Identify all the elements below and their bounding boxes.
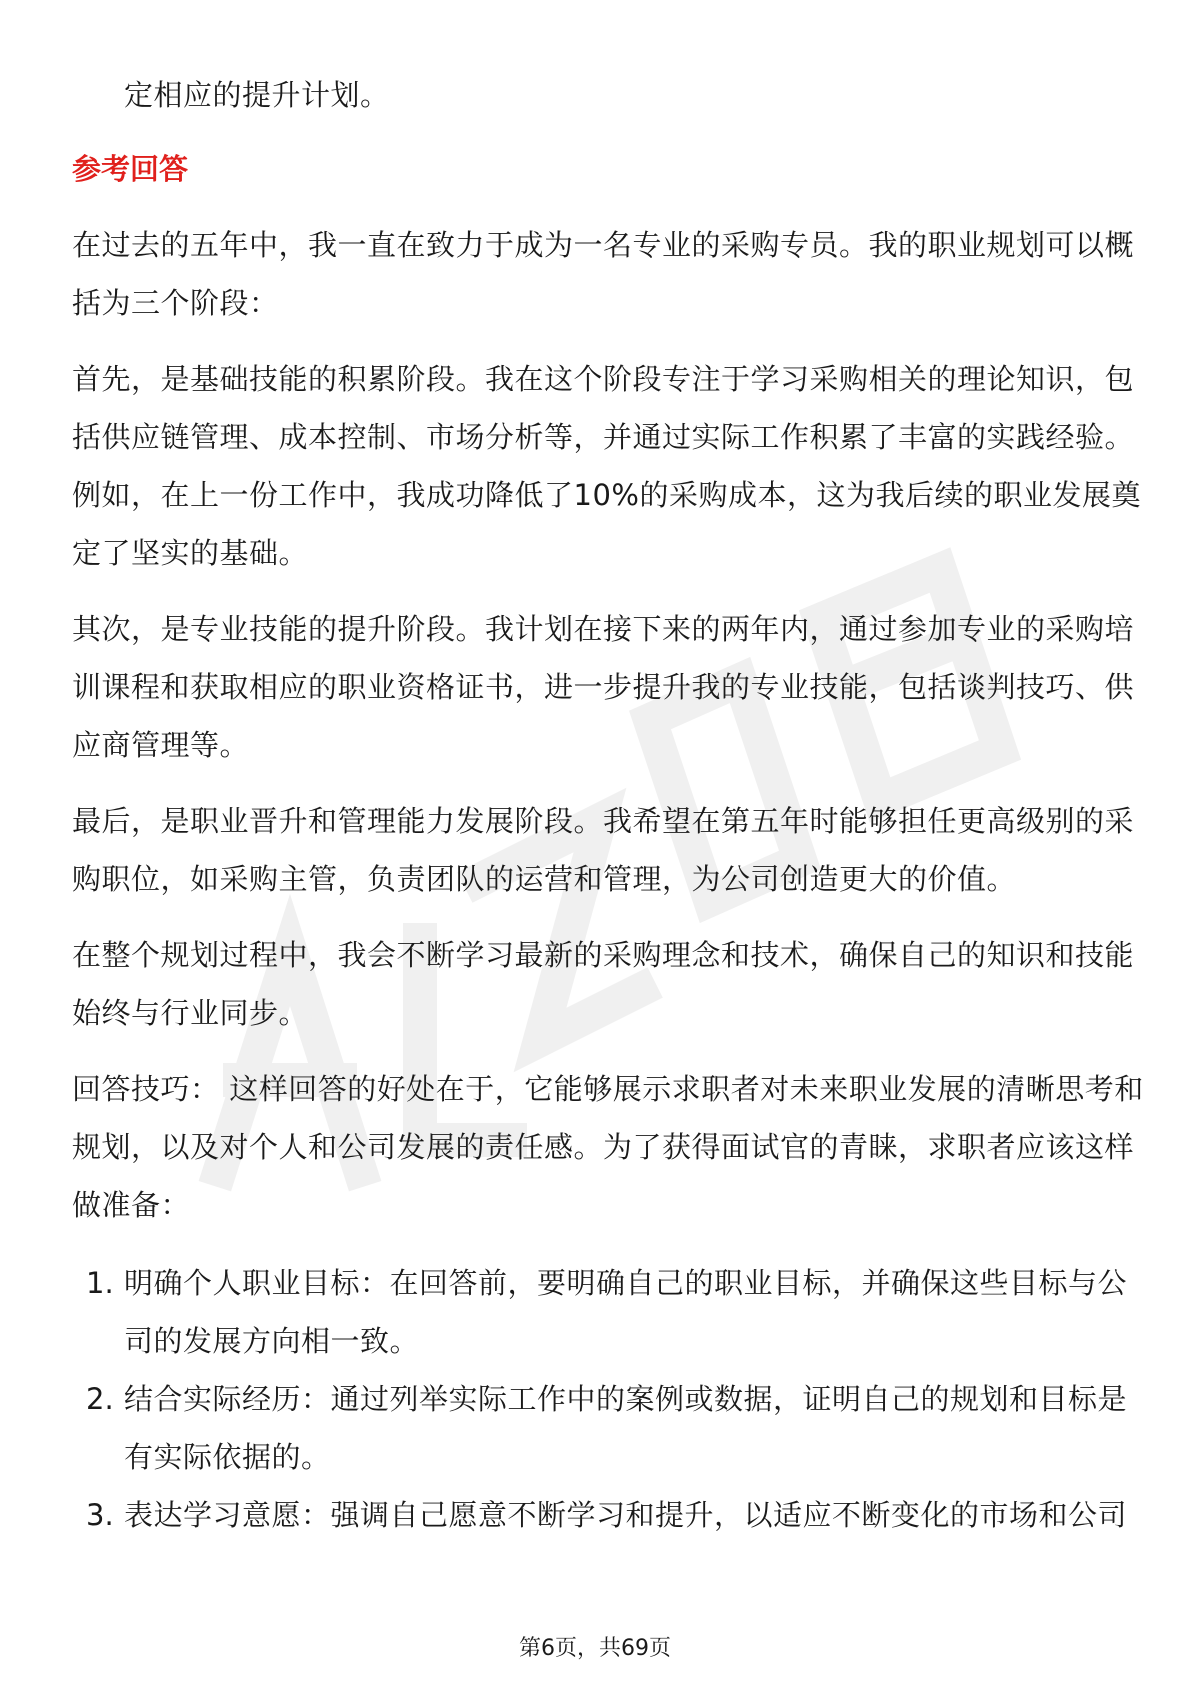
list-item-line: 司的发展方向相一致。 [124,1324,420,1358]
intro-line: 定相应的提升计划。 [124,78,390,112]
paragraph-line: 例如，在上一份工作中，我成功降低了10%的采购成本，这为我后续的职业发展奠 [72,478,1141,512]
paragraph-line: 首先，是基础技能的积累阶段。我在这个阶段专注于学习采购相关的理论知识，包 [72,362,1135,396]
list-item [72,1486,1128,1544]
paragraph [72,216,1135,332]
list-item-line: 结合实际经历：通过列举实际工作中的案例或数据，证明自己的规划和目标是 [124,1382,1128,1416]
list-item-number: 1. [86,1266,114,1300]
page-footer: 第6页，共69页 [519,1636,671,1661]
paragraph [72,600,1135,774]
paragraph-line: 购职位，如采购主管，负责团队的运营和管理，为公司创造更大的价值。 [72,862,1017,896]
paragraph-line: 始终与行业同步。 [72,996,309,1030]
paragraph-line: 在整个规划过程中，我会不断学习最新的采购理念和技术，确保自己的知识和技能 [72,938,1135,972]
paragraph-line: 应商管理等。 [72,728,250,762]
paragraph-line: 其次，是专业技能的提升阶段。我计划在接下来的两年内，通过参加专业的采购培 [72,612,1135,646]
list-item [72,1370,1128,1486]
paragraph-line: 括为三个阶段： [72,286,279,320]
list-item-number: 2. [86,1382,114,1416]
paragraph [72,1060,1144,1234]
list-item-line: 有实际依据的。 [124,1440,331,1474]
list-item-number: 3. [86,1498,114,1532]
paragraph-line: 规划，以及对个人和公司发展的责任感。为了获得面试官的青睐，求职者应该这样 [72,1130,1135,1164]
paragraph-line: 做准备： [72,1188,191,1222]
paragraph-line: 训课程和获取相应的职业资格证书，进一步提升我的专业技能，包括谈判技巧、供 [72,670,1135,704]
paragraph-line: 括供应链管理、成本控制、市场分析等，并通过实际工作积累了丰富的实践经验。 [72,420,1135,454]
list-item-line: 表达学习意愿：强调自己愿意不断学习和提升，以适应不断变化的市场和公司 [124,1498,1128,1532]
document-content [72,66,1144,1544]
section-heading: 参考回答 [72,152,189,186]
paragraph [72,926,1135,1042]
list-item-line: 明确个人职业目标：在回答前，要明确自己的职业目标，并确保这些目标与公 [124,1266,1128,1300]
paragraph-line: 在过去的五年中，我一直在致力于成为一名专业的采购专员。我的职业规划可以概 [72,228,1135,262]
paragraph [72,350,1141,582]
paragraph-line: 回答技巧： 这样回答的好处在于，它能够展示求职者对未来职业发展的清晰思考和 [72,1072,1144,1106]
list-item [72,1254,1128,1370]
paragraph-line: 定了坚实的基础。 [72,536,309,570]
tips-list [72,1254,1128,1544]
paragraph-line: 最后，是职业晋升和管理能力发展阶段。我希望在第五年时能够担任更高级别的采 [72,804,1135,838]
paragraphs [72,216,1144,1234]
paragraph [72,792,1135,908]
